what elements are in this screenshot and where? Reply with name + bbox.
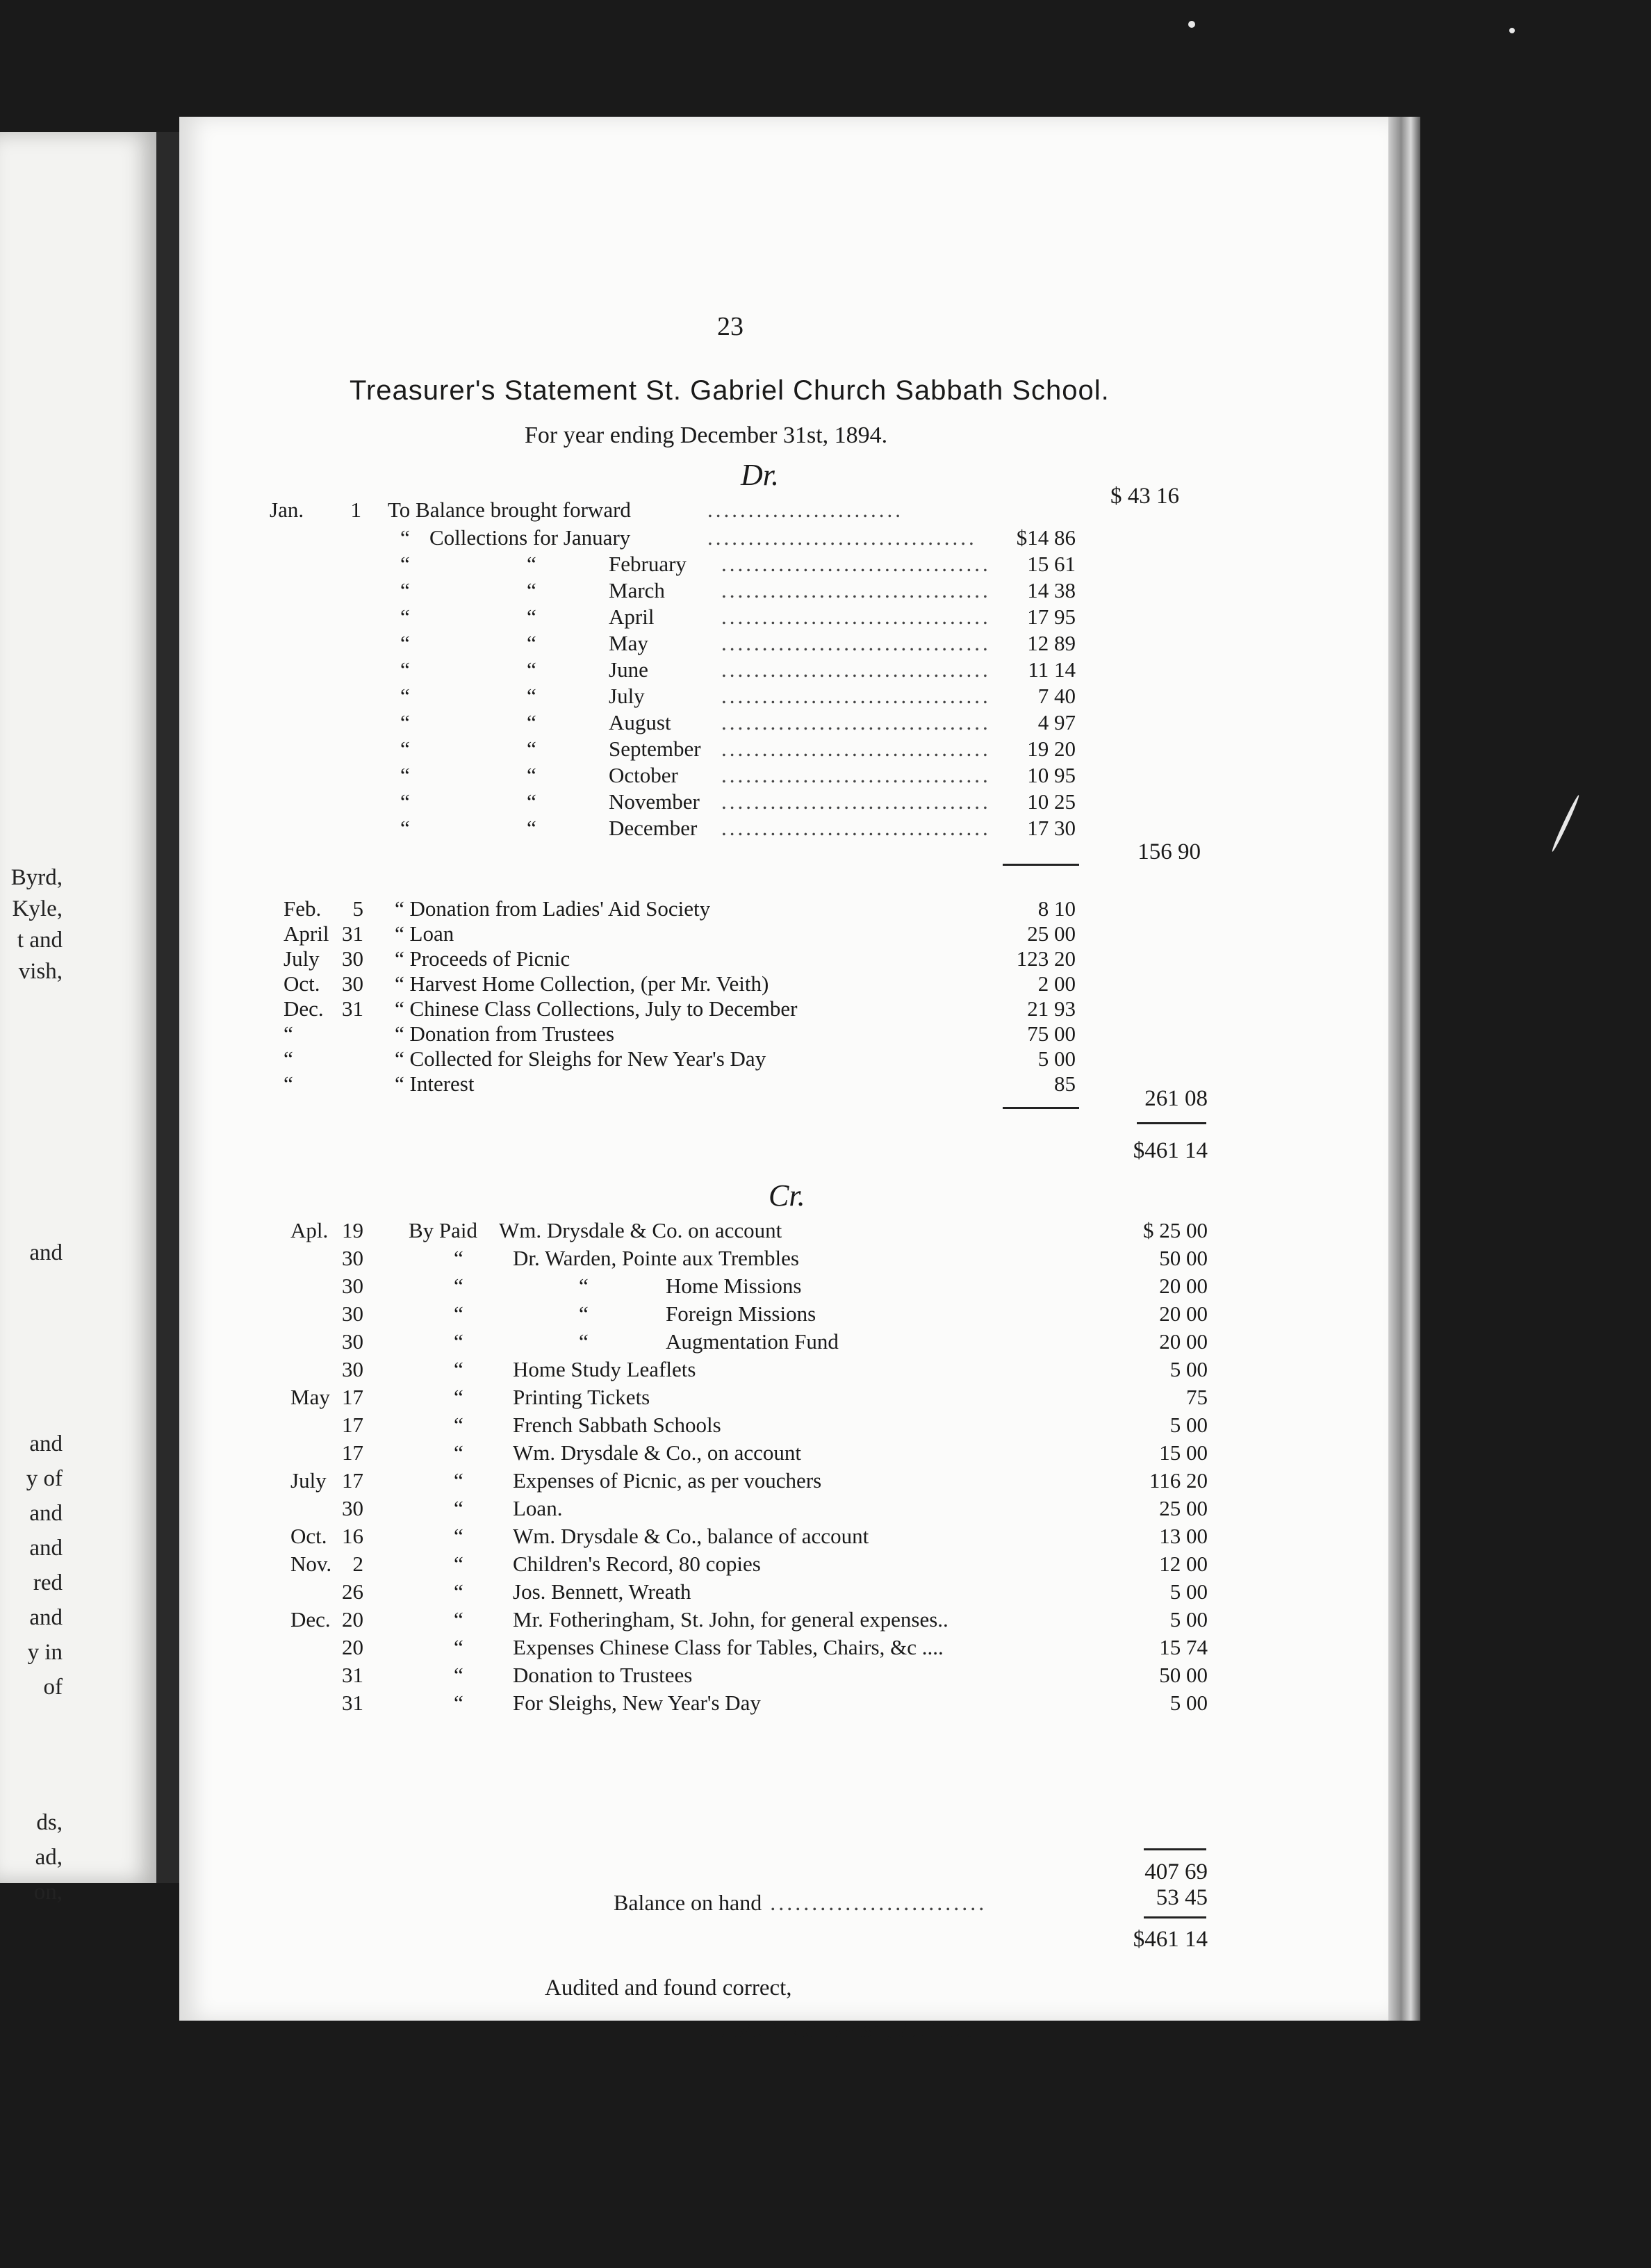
ditto-mark: “: [454, 1357, 463, 1381]
cr-row: [179, 1468, 1388, 1495]
ditto-mark: “: [454, 1496, 463, 1520]
collection-row: [179, 763, 1388, 789]
row-description: Expenses of Picnic, as per vouchers: [513, 1468, 822, 1493]
collection-row: [179, 525, 1388, 552]
document-page: [179, 117, 1388, 2042]
row-amount: 21 93: [1027, 996, 1076, 1021]
row-day: 2: [352, 1552, 363, 1576]
ditto-mark: “: [579, 1274, 589, 1298]
ditto-mark: “: [400, 525, 410, 550]
row-amount: 20 00: [1159, 1301, 1208, 1326]
leader-dots: .................................: [707, 525, 977, 550]
row-amount: 50 00: [1159, 1246, 1208, 1270]
row-amount: 20 00: [1159, 1329, 1208, 1354]
ditto-mark: “: [527, 684, 536, 708]
leader-dots: .................................: [721, 789, 991, 814]
cr-row: [179, 1524, 1388, 1550]
row-amount: 14 38: [1027, 578, 1076, 602]
row-amount: $ 25 00: [1143, 1218, 1208, 1242]
balance-on-hand-amount: 53 45: [1156, 1885, 1208, 1910]
row-description: “ Interest: [395, 1071, 475, 1096]
leader-dots: .................................: [721, 631, 991, 655]
cr-row: [179, 1357, 1388, 1383]
row-description: August: [609, 710, 671, 734]
row-amount: 12 89: [1027, 631, 1076, 655]
row-amount: 5 00: [1169, 1357, 1208, 1381]
left-page-fragment: ds,: [36, 1810, 63, 1835]
row-amount: 5 00: [1169, 1607, 1208, 1632]
ditto-mark: “: [527, 605, 536, 629]
collection-row: [179, 789, 1388, 816]
row-day: 20: [342, 1635, 363, 1659]
row-description: Wm. Drysdale & Co., on account: [513, 1440, 801, 1465]
left-page-fragment: and: [29, 1431, 63, 1456]
row-month: Oct.: [290, 1524, 327, 1548]
collection-row: [179, 657, 1388, 684]
row-description: Dr. Warden, Pointe aux Trembles: [513, 1246, 799, 1270]
ditto-mark: “: [454, 1246, 463, 1270]
cr-row: [179, 1274, 1388, 1300]
cr-grand-total: $461 14: [1133, 1927, 1208, 1952]
row-day: 30: [342, 1246, 363, 1270]
cr-row: [179, 1496, 1388, 1522]
dr-grand-total: $461 14: [1133, 1138, 1208, 1163]
dr-row: [179, 921, 1388, 948]
cr-row: [179, 1301, 1388, 1328]
ditto-mark: “: [454, 1607, 463, 1632]
row-amount: 75: [1186, 1385, 1208, 1409]
row-month: Dec.: [284, 996, 324, 1021]
ditto-mark: “: [454, 1691, 463, 1715]
ditto-mark: “: [454, 1274, 463, 1298]
row-month: Oct.: [284, 971, 320, 996]
row-description: French Sabbath Schools: [513, 1413, 721, 1437]
balance-forward-amount: $ 43 16: [1110, 484, 1179, 509]
row-day: 20: [342, 1607, 363, 1632]
row-day: 30: [342, 1496, 363, 1520]
cr-subtotal: 407 69: [1144, 1859, 1208, 1884]
ditto-mark: “: [400, 710, 410, 734]
row-month: Jan.: [270, 498, 304, 522]
row-description: For Sleighs, New Year's Day: [513, 1691, 761, 1715]
ditto-mark: “: [400, 631, 410, 655]
row-description: Expenses Chinese Class for Tables, Chairs, &c ....: [513, 1635, 944, 1659]
row-amount: 17 95: [1027, 605, 1076, 629]
row-description: October: [609, 763, 678, 787]
row-description: February: [609, 552, 687, 576]
dr-row: [179, 946, 1388, 973]
row-amount: 5 00: [1037, 1046, 1076, 1071]
row-description: Children's Record, 80 copies: [513, 1552, 761, 1576]
row-day: 31: [342, 1691, 363, 1715]
leader-dots: .................................: [721, 605, 991, 629]
leader-dots: .................................: [721, 684, 991, 708]
row-amount: 10 25: [1027, 789, 1076, 814]
auditor-name: P. M. MacTavish,: [709, 2017, 894, 2042]
row-month: Apl.: [290, 1218, 329, 1242]
row-description: “ Donation from Trustees: [395, 1021, 615, 1046]
row-amount: 8 10: [1037, 896, 1076, 921]
ditto-mark: “: [400, 605, 410, 629]
row-description: Jos. Bennett, Wreath: [513, 1579, 691, 1604]
cr-row: [179, 1579, 1388, 1606]
leader-dots: ........................: [707, 498, 903, 522]
ditto-mark: “: [454, 1385, 463, 1409]
collection-row: [179, 605, 1388, 631]
total-rule: [1144, 1916, 1206, 1918]
row-amount: 20 00: [1159, 1274, 1208, 1298]
row-description: “ Chinese Class Collections, July to December: [395, 996, 798, 1021]
dr-row: [179, 996, 1388, 1023]
leader-dots: .................................: [721, 710, 991, 734]
row-day: 31: [342, 996, 363, 1021]
row-day: 30: [342, 971, 363, 996]
row-description: “ Loan: [395, 921, 454, 946]
ditto-mark: “: [400, 737, 410, 761]
ditto-mark: “: [454, 1329, 463, 1354]
ditto-mark: “: [400, 789, 410, 814]
left-page-fragment: and: [29, 1240, 63, 1265]
ditto-mark: “: [579, 1329, 589, 1354]
row-month: May: [290, 1385, 330, 1409]
row-amount: 15 74: [1159, 1635, 1208, 1659]
page-title: Treasurer's Statement St. Gabriel Church Sabbath School.: [350, 375, 1110, 406]
ditto-mark: “: [527, 710, 536, 734]
collection-row: [179, 578, 1388, 605]
subtotal-rule: [1144, 1848, 1206, 1850]
page-edge: [1388, 117, 1420, 2021]
row-day: 19: [342, 1218, 363, 1242]
row-day: 17: [342, 1413, 363, 1437]
row-month: July: [284, 946, 320, 971]
row-amount: 2 00: [1037, 971, 1076, 996]
dr-heading: Dr.: [741, 458, 780, 492]
row-day: 30: [342, 1301, 363, 1326]
row-description: Mr. Fotheringham, St. John, for general expenses..: [513, 1607, 948, 1632]
dr-row: [179, 896, 1388, 923]
row-amount: 11 14: [1028, 657, 1076, 682]
row-description: Foreign Missions: [666, 1301, 816, 1326]
ditto-mark: “: [400, 657, 410, 682]
auditor-signature: [709, 2017, 973, 2043]
other-total: 261 08: [1144, 1086, 1208, 1111]
row-amount: 50 00: [1159, 1663, 1208, 1687]
ditto-mark: “: [527, 631, 536, 655]
audit-statement: Audited and found correct,: [545, 1975, 792, 2000]
left-page-fragment: and: [29, 1536, 63, 1561]
collection-row: [179, 816, 1388, 842]
row-day: 17: [342, 1440, 363, 1465]
row-amount: 25 00: [1027, 921, 1076, 946]
leader-dots: .................................: [721, 737, 991, 761]
row-amount: 5 00: [1169, 1691, 1208, 1715]
row-day: 17: [342, 1468, 363, 1493]
cr-row: [179, 1635, 1388, 1661]
left-page-fragment: and: [29, 1501, 63, 1526]
ditto-mark: “: [454, 1468, 463, 1493]
cr-row: [179, 1440, 1388, 1467]
left-page-fragment: ad,: [35, 1845, 63, 1870]
film-speck: [1550, 794, 1580, 853]
left-page-fragment: t and: [17, 928, 63, 953]
row-description: September: [609, 737, 701, 761]
leader-dots: .................................: [721, 763, 991, 787]
row-month: April: [284, 921, 329, 946]
left-page-fragment: y in: [27, 1640, 63, 1665]
row-day: 17: [342, 1385, 363, 1409]
row-description: December: [609, 816, 698, 840]
dr-row: [179, 1046, 1388, 1073]
cr-row: [179, 1607, 1388, 1634]
row-month: July: [290, 1468, 327, 1493]
row-description: Wm. Drysdale & Co. on account: [499, 1218, 782, 1242]
collection-row: [179, 631, 1388, 657]
cr-heading: Cr.: [769, 1178, 805, 1213]
row-amount: 15 00: [1159, 1440, 1208, 1465]
row-day: 30: [342, 1274, 363, 1298]
film-speck: [1188, 21, 1195, 28]
left-page-fragment: y of: [26, 1466, 63, 1491]
ditto-mark: “: [454, 1524, 463, 1548]
cr-row: [179, 1691, 1388, 1717]
ditto-mark: “: [527, 657, 536, 682]
row-description: Wm. Drysdale & Co., balance of account: [513, 1524, 869, 1548]
ditto-mark: “: [454, 1301, 463, 1326]
row-description: “ Proceeds of Picnic: [395, 946, 570, 971]
row-month: “: [284, 1021, 293, 1046]
row-month: Dec.: [290, 1607, 331, 1632]
balance-on-hand-label: Balance on hand ..........................: [614, 1890, 987, 1915]
row-day: 1: [350, 498, 361, 522]
page-subtitle: For year ending December 31st, 1894.: [525, 422, 888, 448]
row-description: “ Harvest Home Collection, (per Mr. Veith): [395, 971, 769, 996]
ditto-mark: “: [454, 1440, 463, 1465]
ditto-mark: “: [454, 1663, 463, 1687]
row-description: Home Missions: [666, 1274, 802, 1298]
row-description: Printing Tickets: [513, 1385, 650, 1409]
cr-row: [179, 1385, 1388, 1411]
cr-row: [179, 1663, 1388, 1689]
row-amount: 7 40: [1037, 684, 1076, 708]
collection-row: [179, 710, 1388, 737]
collection-row: [179, 737, 1388, 763]
left-page-fragment: on,: [33, 1880, 63, 1905]
row-description: June: [609, 657, 648, 682]
row-amount: 5 00: [1169, 1413, 1208, 1437]
cr-row: [179, 1552, 1388, 1578]
ditto-mark: “: [527, 737, 536, 761]
subtotal-rule: [1003, 1107, 1079, 1109]
leader-dots: .................................: [721, 552, 991, 576]
ditto-mark: “: [527, 763, 536, 787]
ditto-mark: “: [400, 684, 410, 708]
row-description: April: [609, 605, 655, 629]
cr-row: [179, 1246, 1388, 1272]
row-amount: 116 20: [1149, 1468, 1208, 1493]
row-description: “ Collected for Sleighs for New Year's Day: [395, 1046, 766, 1071]
auditor-role: Auditor.: [899, 2017, 973, 2042]
row-amount: 4 97: [1037, 710, 1076, 734]
row-amount: 10 95: [1027, 763, 1076, 787]
row-month: “: [284, 1046, 293, 1071]
left-page-fragment: Byrd,: [10, 865, 63, 890]
row-amount: 25 00: [1159, 1496, 1208, 1520]
ditto-mark: By Paid: [409, 1218, 478, 1242]
ditto-mark: “: [454, 1635, 463, 1659]
row-day: 30: [342, 946, 363, 971]
collection-row: [179, 552, 1388, 578]
row-month: “: [284, 1071, 293, 1096]
balance-label-text: Balance on hand: [614, 1890, 762, 1915]
row-description: May: [609, 631, 648, 655]
row-day: 30: [342, 1357, 363, 1381]
row-description: March: [609, 578, 665, 602]
ditto-mark: “: [454, 1413, 463, 1437]
ditto-mark: “: [400, 763, 410, 787]
leader-dots: .................................: [721, 816, 991, 840]
collections-total: 156 90: [1137, 839, 1201, 864]
cr-row: [179, 1329, 1388, 1356]
row-day: 16: [342, 1524, 363, 1548]
row-description: Augmentation Fund: [666, 1329, 839, 1354]
subtotal-rule: [1003, 864, 1079, 866]
row-amount: 85: [1054, 1071, 1076, 1096]
row-amount: $14 86: [1016, 525, 1076, 550]
adjacent-left-page: [0, 132, 156, 1905]
row-description: November: [609, 789, 700, 814]
ditto-mark: “: [454, 1552, 463, 1576]
cr-row: [179, 1218, 1388, 1244]
total-rule: [1137, 1122, 1206, 1124]
left-page-fragment: vish,: [18, 959, 63, 984]
row-day: 26: [342, 1579, 363, 1604]
film-speck: [1509, 28, 1515, 33]
page-number: 23: [717, 312, 744, 341]
row-day: 31: [342, 921, 363, 946]
dr-balance-row: [179, 498, 1388, 524]
ditto-mark: “: [527, 789, 536, 814]
row-day: 5: [352, 896, 363, 921]
dr-row: [179, 1021, 1388, 1048]
row-amount: 15 61: [1027, 552, 1076, 576]
row-amount: 5 00: [1169, 1579, 1208, 1604]
row-amount: 17 30: [1027, 816, 1076, 840]
row-amount: 75 00: [1027, 1021, 1076, 1046]
dr-row: [179, 971, 1388, 998]
row-description: Home Study Leaflets: [513, 1357, 696, 1381]
ditto-mark: “: [400, 816, 410, 840]
ditto-mark: “: [400, 578, 410, 602]
ditto-mark: “: [527, 816, 536, 840]
ditto-mark: “: [527, 552, 536, 576]
row-month: Nov.: [290, 1552, 332, 1576]
row-description: July: [609, 684, 645, 708]
row-amount: 13 00: [1159, 1524, 1208, 1548]
leader-dots: .................................: [721, 657, 991, 682]
row-description: To Balance brought forward: [388, 498, 631, 522]
ditto-mark: “: [527, 578, 536, 602]
row-day: 30: [342, 1329, 363, 1354]
left-page-fragment: and: [29, 1605, 63, 1630]
cr-row: [179, 1413, 1388, 1439]
ditto-mark: “: [454, 1579, 463, 1604]
left-page-fragment: Kyle,: [12, 896, 63, 921]
ditto-mark: “: [400, 552, 410, 576]
ditto-mark: “: [579, 1301, 589, 1326]
leader-dots: .................................: [721, 578, 991, 602]
row-day: 31: [342, 1663, 363, 1687]
left-page-fragment: red: [33, 1570, 63, 1595]
row-description: “ Donation from Ladies' Aid Society: [395, 896, 711, 921]
row-amount: 12 00: [1159, 1552, 1208, 1576]
row-description: Loan.: [513, 1496, 563, 1520]
collection-row: [179, 684, 1388, 710]
row-amount: 19 20: [1027, 737, 1076, 761]
row-description: Donation to Trustees: [513, 1663, 693, 1687]
row-description: Collections for January: [429, 525, 631, 550]
left-page-fragment: of: [43, 1675, 63, 1700]
row-amount: 123 20: [1016, 946, 1076, 971]
row-month: Feb.: [284, 896, 322, 921]
